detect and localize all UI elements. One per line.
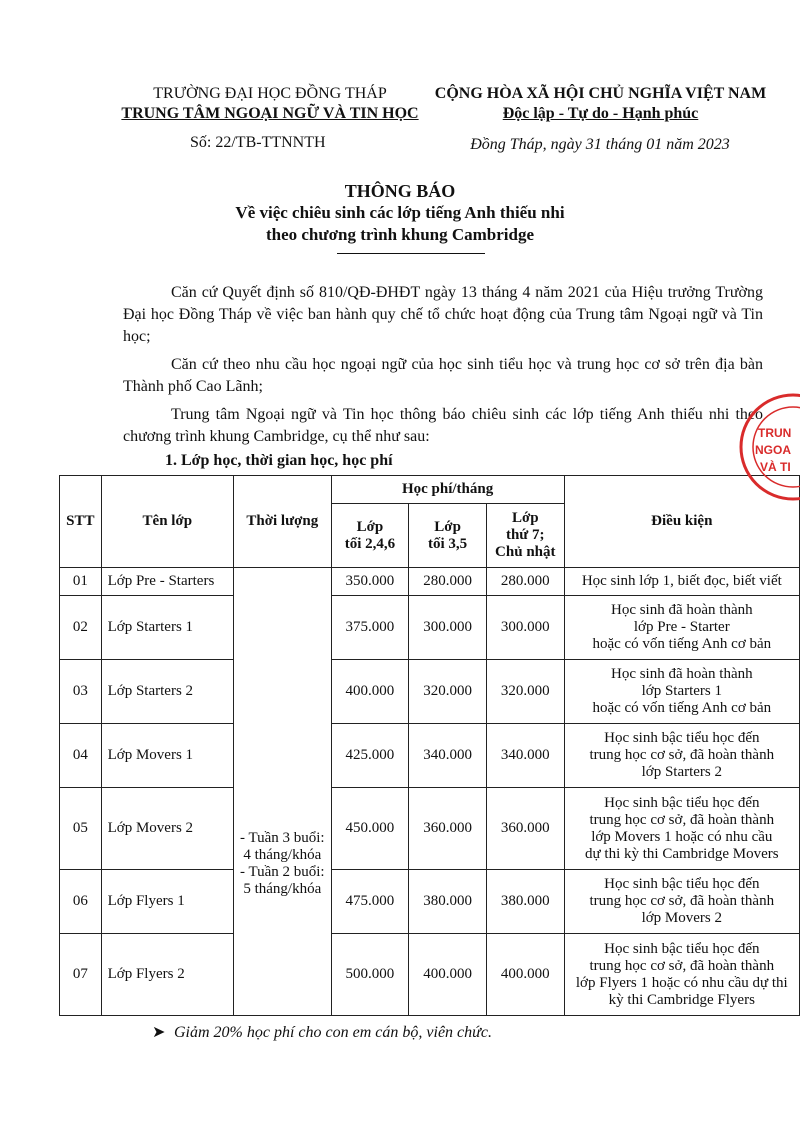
row-stt: 04 [60, 724, 102, 788]
row-condition: Học sinh bậc tiểu học đến trung học cơ sở, đã hoàn thành lớp Movers 2 [564, 870, 799, 934]
title-line-2: theo chương trình khung Cambridge [265, 225, 535, 244]
row-fee-2: 320.000 [409, 660, 487, 724]
table-row [60, 934, 800, 1016]
center-name: TRUNG TÂM NGOẠI NGỮ VÀ TIN HỌC [121, 105, 419, 122]
row-stt: 02 [60, 596, 102, 660]
row-name: Lớp Starters 2 [101, 660, 233, 724]
header-name: Tên lớp [101, 476, 233, 568]
row-stt: 07 [60, 934, 102, 1016]
paragraph-2: Căn cứ theo nhu cầu học ngoại ngữ của học sinh tiểu học và trung học cơ sở trên địa bàn Thành phố Cao Lãnh; [123, 356, 763, 395]
row-fee-2: 400.000 [409, 934, 487, 1016]
row-stt: 06 [60, 870, 102, 934]
paragraph-3: Trung tâm Ngoại ngữ và Tin học thông báo chiêu sinh các lớp tiếng Anh thiếu nhi theo chương trình khung Cambridge, cụ thể như sau: [123, 406, 763, 445]
row-stt: 01 [60, 568, 102, 596]
row-fee-1: 375.000 [331, 596, 409, 660]
row-condition: Học sinh đã hoàn thành lớp Starters 1 hoặc có vốn tiếng Anh cơ bản [564, 660, 799, 724]
table-row [60, 870, 800, 934]
header-fee-evening-246: Lớp tối 2,4,6 [331, 504, 409, 568]
title-divider [337, 253, 485, 254]
header-duration: Thời lượng [234, 476, 332, 568]
header-fee-evening-35: Lớp tối 3,5 [409, 504, 487, 568]
stamp-text-a: TRUN [758, 426, 792, 440]
header-left [110, 84, 430, 124]
arrow-bullet-icon: ➤ [152, 1024, 166, 1041]
row-condition: Học sinh bậc tiểu học đến trung học cơ sở, đã hoàn thành lớp Starters 2 [564, 724, 799, 788]
section-title: 1. Lớp học, thời gian học, học phí [165, 452, 393, 469]
footer-note: ➤ Giảm 20% học phí cho con em cán bộ, viên chức. [152, 1024, 492, 1041]
row-fee-2: 380.000 [409, 870, 487, 934]
header-right [428, 84, 773, 124]
header-fee-weekend: Lớp thứ 7; Chủ nhật [486, 504, 564, 568]
row-stt: 03 [60, 660, 102, 724]
row-fee-2: 280.000 [409, 568, 487, 596]
row-fee-3: 320.000 [486, 660, 564, 724]
stamp-text-c: VÀ TI [760, 460, 791, 474]
row-fee-3: 300.000 [486, 596, 564, 660]
title-block [0, 180, 800, 246]
header-condition: Điều kiện [564, 476, 799, 568]
header-fee-group: Học phí/tháng [331, 476, 564, 504]
row-fee-2: 300.000 [409, 596, 487, 660]
table-row [60, 568, 800, 596]
official-seal-stamp [738, 392, 800, 502]
duration-cell: - Tuần 3 buổi: 4 tháng/khóa - Tuần 2 buổi: 5 tháng/khóa [234, 568, 332, 1016]
row-name: Lớp Flyers 2 [101, 934, 233, 1016]
row-name: Lớp Movers 1 [101, 724, 233, 788]
document-date: Đồng Tháp, ngày 31 tháng 01 năm 2023 [470, 136, 730, 153]
row-condition: Học sinh bậc tiểu học đến trung học cơ sở, đã hoàn thành lớp Flyers 1 hoặc có nhu cầu dự thi kỳ thi Cambridge Flyers [564, 934, 799, 1016]
stamp-text-b: NGOA [755, 443, 791, 457]
row-stt: 05 [60, 788, 102, 870]
row-fee-2: 360.000 [409, 788, 487, 870]
title-main: THÔNG BÁO [344, 181, 456, 201]
document-number: Số: 22/TB-TTNNTH [190, 134, 326, 151]
row-fee-3: 280.000 [486, 568, 564, 596]
row-condition: Học sinh bậc tiểu học đến trung học cơ sở, đã hoàn thành lớp Movers 1 hoặc có nhu cầu dự thi kỳ thi Cambridge Movers [564, 788, 799, 870]
table-row [60, 660, 800, 724]
row-name: Lớp Flyers 1 [101, 870, 233, 934]
table-row [60, 724, 800, 788]
national-motto: Độc lập - Tự do - Hạnh phúc [502, 105, 699, 122]
row-fee-3: 380.000 [486, 870, 564, 934]
fee-table [59, 475, 800, 1016]
row-fee-2: 340.000 [409, 724, 487, 788]
university-name: TRƯỜNG ĐẠI HỌC ĐỒNG THÁP [153, 85, 387, 102]
row-fee-1: 400.000 [331, 660, 409, 724]
row-name: Lớp Starters 1 [101, 596, 233, 660]
row-condition: Học sinh lớp 1, biết đọc, biết viết [564, 568, 799, 596]
row-fee-1: 450.000 [331, 788, 409, 870]
title-line-1: Về việc chiêu sinh các lớp tiếng Anh thiếu nhi [235, 203, 565, 222]
row-fee-1: 500.000 [331, 934, 409, 1016]
row-fee-1: 350.000 [331, 568, 409, 596]
row-name: Lớp Pre - Starters [101, 568, 233, 596]
row-fee-3: 360.000 [486, 788, 564, 870]
table-row [60, 596, 800, 660]
paragraph-1: Căn cứ Quyết định số 810/QĐ-ĐHĐT ngày 13 tháng 4 năm 2021 của Hiệu trưởng Trường Đại học Đồng Tháp về việc ban hành quy chế tổ chức hoạt động của Trung tâm Ngoại ngữ và Tin học; [123, 284, 763, 345]
row-fee-3: 400.000 [486, 934, 564, 1016]
table-row [60, 788, 800, 870]
header-stt: STT [60, 476, 102, 568]
row-fee-1: 425.000 [331, 724, 409, 788]
row-fee-1: 475.000 [331, 870, 409, 934]
row-fee-3: 340.000 [486, 724, 564, 788]
row-condition: Học sinh đã hoàn thành lớp Pre - Starter hoặc có vốn tiếng Anh cơ bản [564, 596, 799, 660]
row-name: Lớp Movers 2 [101, 788, 233, 870]
country-name: CỘNG HÒA XÃ HỘI CHỦ NGHĨA VIỆT NAM [434, 85, 767, 102]
